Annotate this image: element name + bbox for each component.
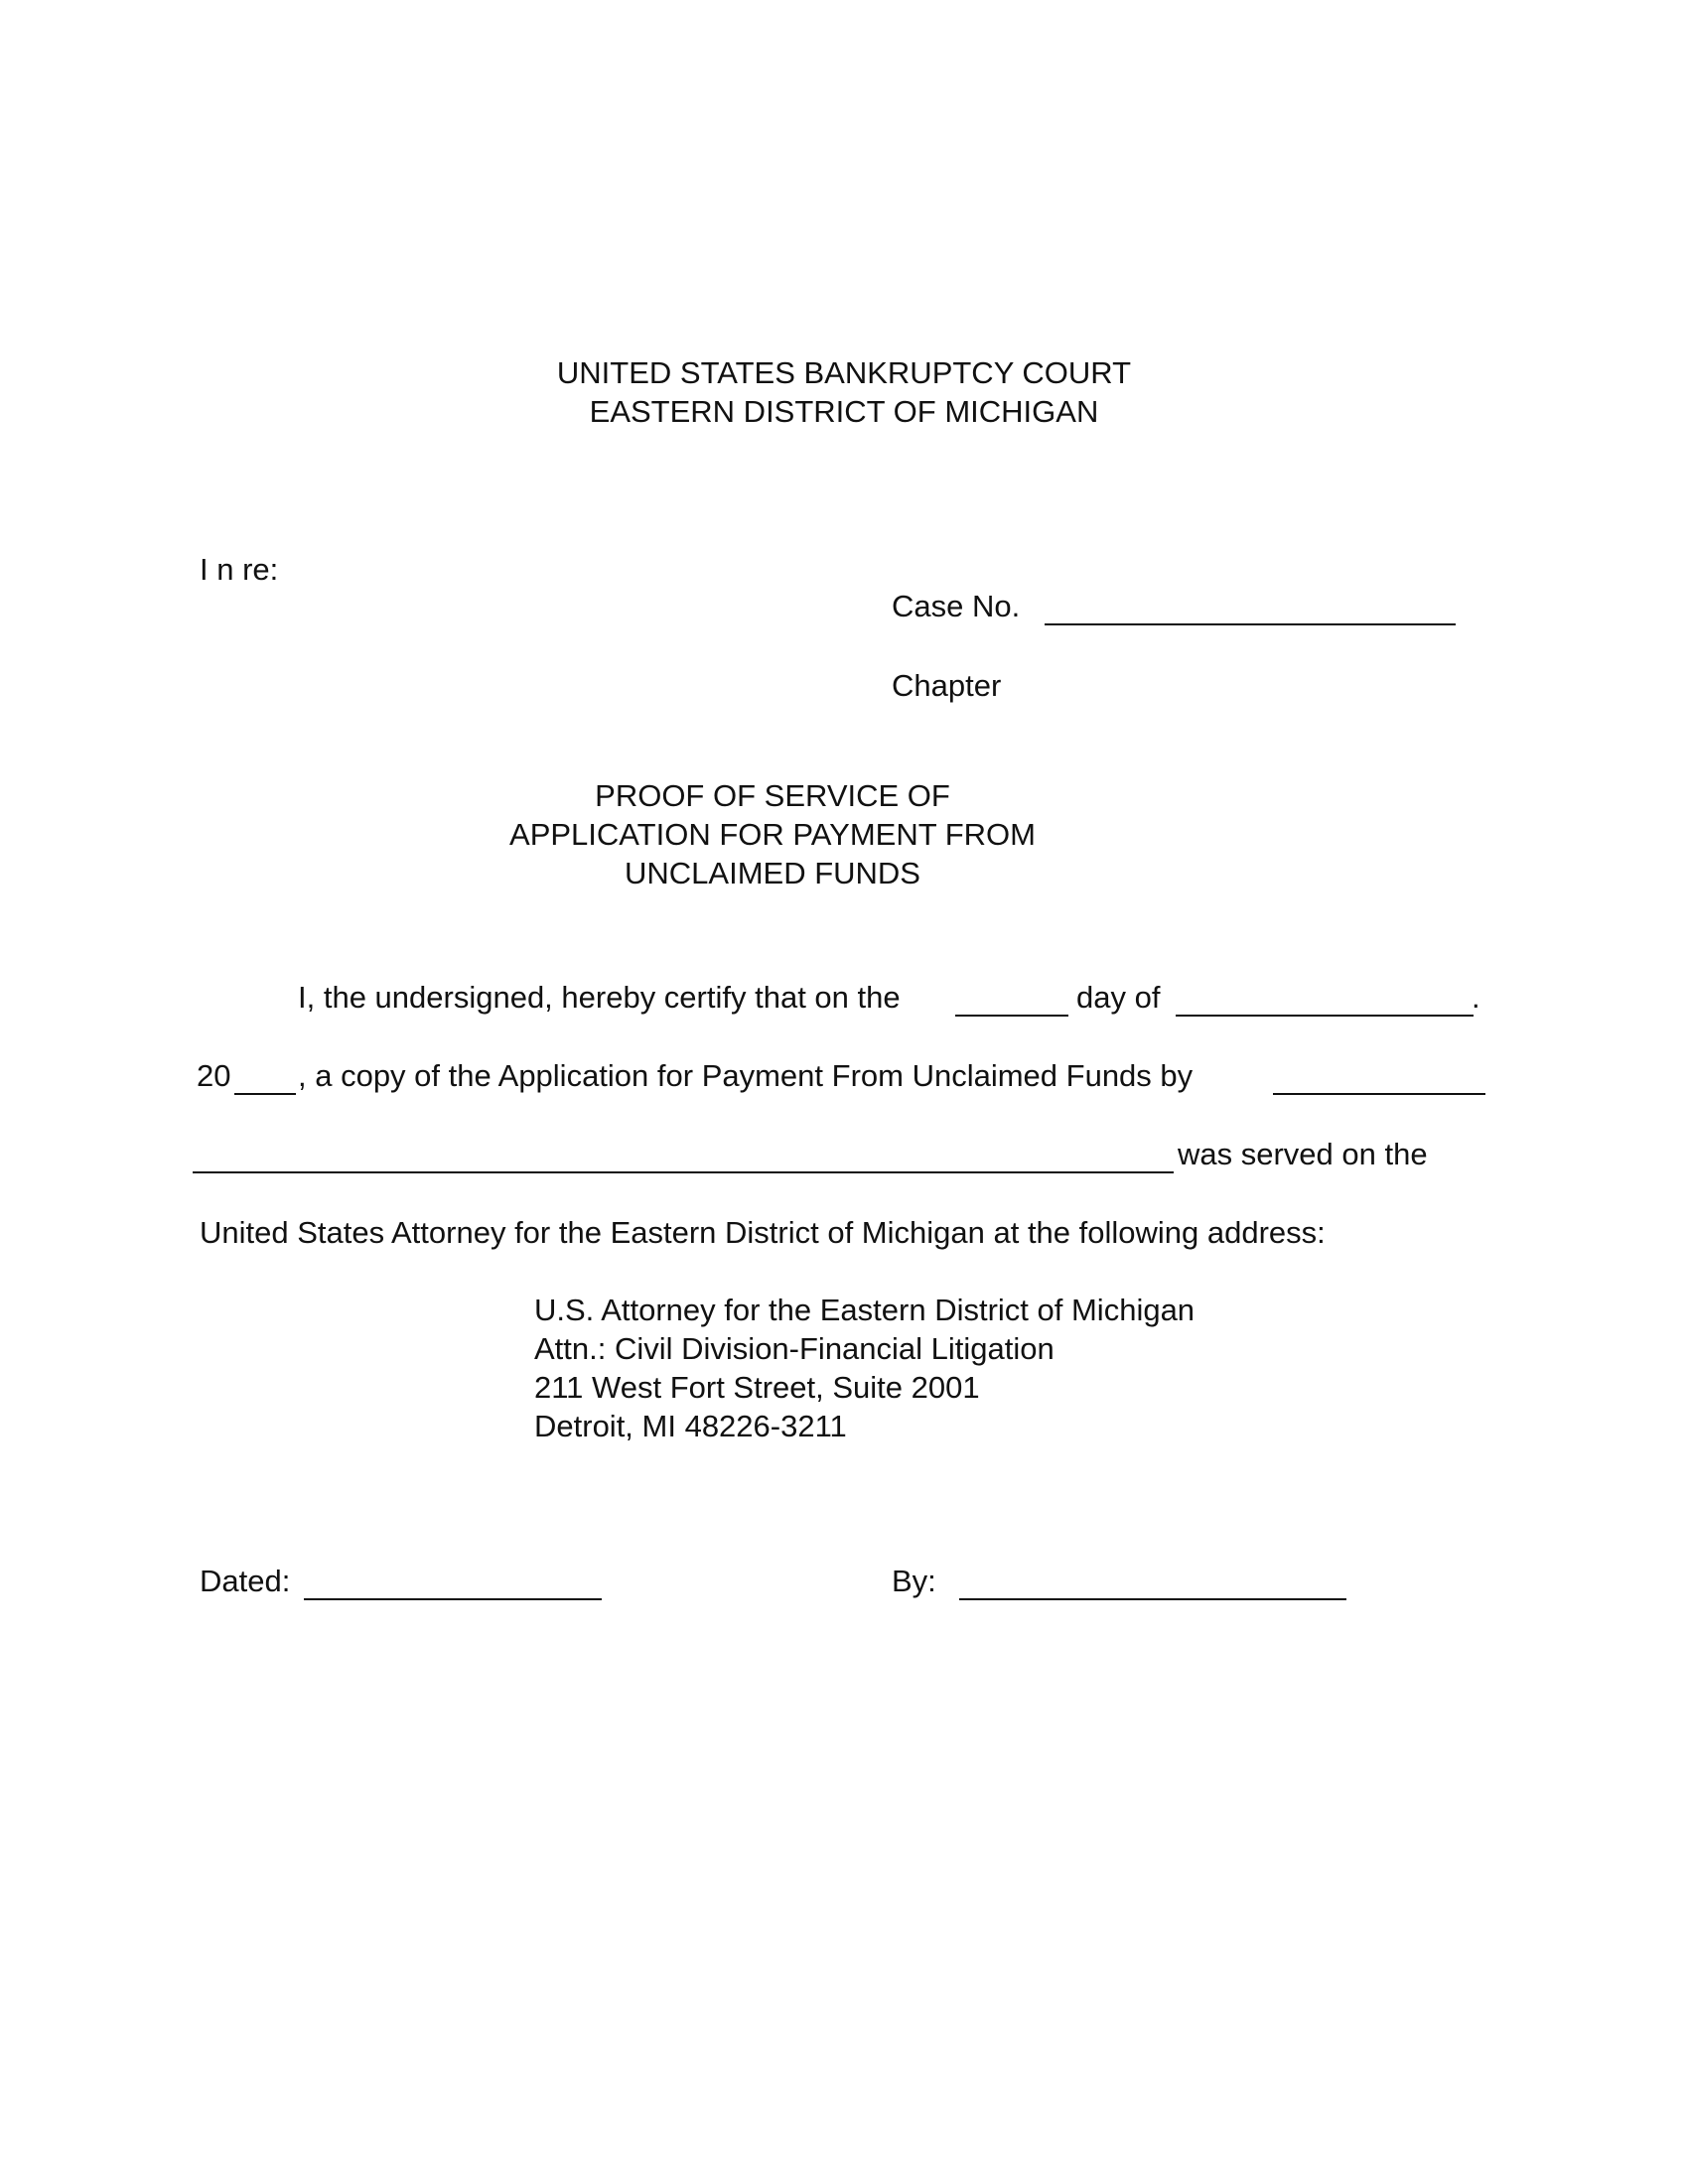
document-title-line1: PROOF OF SERVICE OF [595,778,950,813]
applicant-field-1[interactable] [1273,1093,1485,1095]
application-text: , a copy of the Application for Payment From Unclaimed Funds by [298,1058,1194,1093]
applicant-field-2[interactable] [193,1171,1174,1173]
chapter-label: Chapter [892,668,1002,703]
court-name: UNITED STATES BANKRUPTCY COURT [556,355,1132,390]
address-line-2: Attn.: Civil Division-Financial Litigation [534,1331,1055,1366]
signature-field[interactable] [959,1598,1346,1600]
document-title-line3: UNCLAIMED FUNDS [625,856,920,890]
court-district: EASTERN DISTRICT OF MICHIGAN [589,394,1099,429]
day-of-text: day of [1076,980,1161,1015]
dated-label: Dated: [200,1564,291,1598]
case-no-field[interactable] [1045,623,1456,625]
in-re-label: I n re: [200,552,279,587]
served-text: was served on the [1178,1137,1428,1171]
certify-text: I, the undersigned, hereby certify that on the [298,980,901,1015]
case-no-label: Case No. [892,589,1021,623]
document-title-line2: APPLICATION FOR PAYMENT FROM [509,817,1036,852]
dated-field[interactable] [304,1598,602,1600]
address-line-4: Detroit, MI 48226-3211 [534,1409,847,1443]
address-line-3: 211 West Fort Street, Suite 2001 [534,1370,980,1405]
year-prefix: 20 [197,1058,231,1093]
year-field[interactable] [234,1093,296,1095]
attorney-text: United States Attorney for the Eastern District of Michigan at the following address: [200,1215,1326,1250]
day-field[interactable] [955,1015,1068,1017]
by-label: By: [892,1564,936,1598]
address-line-1: U.S. Attorney for the Eastern District of Michigan [534,1293,1196,1327]
period-mark: . [1472,980,1480,1015]
month-field[interactable] [1176,1015,1474,1017]
